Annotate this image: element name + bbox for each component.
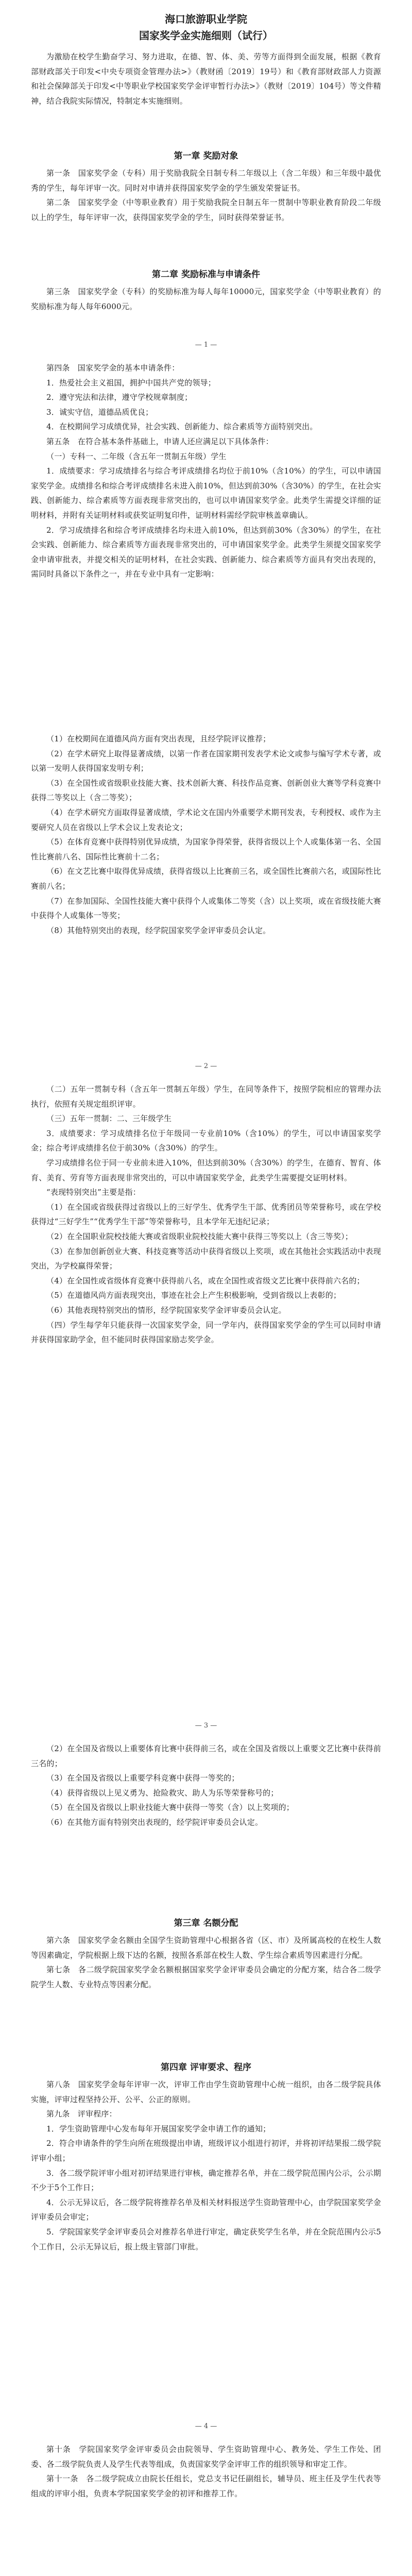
list-item: （4）在学术研究方面取得显著成绩，学术论文在国内外重要学术期刊发表，专利授权、或作为主要研究人员在省级以上学术会议上发表论文； xyxy=(31,807,381,832)
page-number: — 2 — xyxy=(195,1062,217,1070)
list-item: （5）在道德风尚方面表现突出，事迹在社会上产生积极影响，受到省级以上表彰的； xyxy=(46,1291,341,1300)
list-item: 3．成绩要求：学习成绩排名位于年级同一专业前10%（含10%）的学生，可以申请国家奖学金；综合考评成绩排名位于前30%（含30%）的学生。 xyxy=(31,1128,381,1153)
article: 第七条 各二级学院国家奖学金名额根据国家奖学金评审委员会确定的分配方案，结合各二级学院学生人数、专业特点等因素分配。 xyxy=(31,1965,381,1989)
list-item: 3．各二级学院评审小组对初评结果进行审核，确定推荐名单，并在二级学院范围内公示，公示期不少于5个工作日； xyxy=(31,2168,381,2193)
list-item: （2）在全国职业院校技能大赛或省级职业院校技能大赛中获得三等奖以上（含三等奖）； xyxy=(46,1231,353,1241)
list-item: （2）在学术研究上取得显著成绩，以第一作者在国家期刊发表学术论文或参与编写学术专著，或以第一发明人获得国家发明专利； xyxy=(31,749,381,773)
list-item: 1．学生资助管理中心发布每年开展国家奖学金申请工作的通知； xyxy=(46,2124,271,2133)
chapter-1-body xyxy=(31,166,381,225)
list-item: （一）专科一、二年级（含五年一贯制五年级）学生 xyxy=(46,451,227,461)
chapter-3-body xyxy=(31,1933,381,1992)
list-item: （5）在全国及省级以上职业技能大赛中获得一等奖（含）以上奖项的； xyxy=(46,1803,294,1812)
list-item: （三）五年一贯制：二、三年级学生 xyxy=(46,1114,172,1124)
article: 第十一条 各二级学院成立由院长任组长，党总支书记任副组长，辅导员、班主任及学生代表等组成的评审小组，负责本学院国家奖学金的初评和推荐工作。 xyxy=(31,2474,381,2498)
list-item: 3．诚实守信，道德品质优良； xyxy=(46,407,153,417)
chapter-2-body-a xyxy=(31,284,381,314)
chapter-2-title: 第二章 奖励标准与申请条件 xyxy=(152,269,260,280)
list-item: （二）五年一贯制专科（含五年一贯制五年级）学生，在同等条件下，按照学院相应的管理办法执行，依照有关规定组织评审。 xyxy=(31,1084,381,1109)
list-item: （6）在其他方面有特别突出表现的，经学院评审委员会认定。 xyxy=(46,1817,263,1827)
list-item: （5）在体育竞赛中获得特别优异成绩，为国家争得荣誉，获得省级以上个人或集体第一名、全国性比赛前八名、国际性比赛前十二名； xyxy=(31,837,381,861)
list-item: （4）获得省级以上见义勇为、抢险救灾、助人为乐等荣誉称号的； xyxy=(46,1788,279,1798)
chapter-1-title: 第一章 奖励对象 xyxy=(174,151,238,161)
list-item: （8）其他特别突出的表现，经学院国家奖学金评审委员会认定。 xyxy=(46,925,271,935)
doc-title-line2: 国家奖学金实施细则（试行） xyxy=(139,29,273,42)
chapter-2-body-d xyxy=(31,1082,381,1347)
chapter-4-body-b xyxy=(31,2442,381,2501)
chapter-2-body-e xyxy=(31,1741,381,1830)
page-number: — 4 — xyxy=(195,2422,217,2430)
chapter-4-title: 第四章 评审要求、程序 xyxy=(161,2062,251,2073)
list-item: （四）学生每学年只能获得一次国家奖学金，同一学年内，获得国家奖学金的学生可以同时申请并获得国家助学金，但不能同时获得国家励志奖学金。 xyxy=(31,1320,381,1345)
list-item: “表现特别突出”主要是指： xyxy=(46,1188,141,1197)
list-item: （6）在文艺比赛中取得优异成绩，获得省级以上比赛前三名，或全国性比赛前六名，或国际性比赛前八名； xyxy=(31,867,381,891)
intro-section xyxy=(31,49,381,108)
intro-paragraph: 为激励在校学生勤奋学习、努力进取，在德、智、体、美、劳等方面得到全面发展，根据《教育部财政部关于印发<中央专项资金管理办法>》（教财函〔2019〕19号）和《教育部财政部人力资源和社会保障部关于印发<中等职业学校国家奖学金评审暂行办法>》（教财〔2019〕104号）等文件精神，结合我院实际情况，特制定本实施细则。 xyxy=(31,52,381,106)
list-item: （1）在校期间在道德风尚方面有突出表现，且经学院评议推荐； xyxy=(46,734,271,743)
article: 第九条 评审程序： xyxy=(46,2109,117,2119)
article: 第一条 国家奖学金（专科）用于奖励我院全日制专科二年级以上（含二年级）和三年级中最优秀的学生，每年评审一次。同时对申请并获得国家奖学金的学生颁发荣誉证书。 xyxy=(31,168,381,193)
list-item: 1．成绩要求：学习成绩排名与综合考评成绩排名均位于前10%（含10%）的学生，可以申请国家奖学金。成绩排名和综合考评成绩排名未进入前10%，但达到前30%（含30%）的学生，在社会实践、创新能力、综合素质等方面表现非常突出的，也可以申请国家奖学金。此类学生需提交详细的证明材料，并附有关证明材料或获奖证明复印件，证明材料需经学院审核盖章确认。 xyxy=(31,466,381,520)
list-item: （4）在全国性或省级体育竞赛中获得前八名，或在全国性或省级文艺比赛中获得前六名的； xyxy=(46,1276,365,1285)
article: 第六条 国家奖学金名额由全国学生资助管理中心根据各省（区、市）及所属高校的在校生人数等因素确定，学院根据上级下达的名额，按照各系部在校生人数、学生综合素质等因素进行分配。 xyxy=(31,1936,381,1960)
page-number: — 3 — xyxy=(195,1722,217,1730)
list-item: （3）在全国及省级以上重要学科竞赛中获得一等奖的； xyxy=(46,1773,239,1783)
list-item: 5．学院国家奖学金评审委员会对推荐名单进行审定，确定获奖学生名单，并在全院范围内公示5个工作日，公示无异议后，报上级主管部门审批。 xyxy=(31,2227,381,2251)
article: 第三条 国家奖学金（专科）的奖励标准为每人每年10000元，国家奖学金（中等职业教育）的奖励标准为每人每年6000元。 xyxy=(31,287,381,311)
list-item: 学习成绩排名位于同一专业前未进入10%，但达到前30%（含30%）的学生，在德育、智育、体育、美育、劳育等方面表现非常突出的，可以申请国家奖学金，此类学生需要提交证明材料。 xyxy=(31,1158,381,1182)
list-item: 4．在校期间学习成绩优异，社会实践、创新能力、综合素质等方面特别突出。 xyxy=(46,422,318,432)
page-number: — 1 — xyxy=(195,341,217,349)
doc-title-line1: 海口旅游职业学院 xyxy=(165,13,247,25)
list-item: （3）在参加创新创业大赛、科技竞赛等活动中获得省级以上奖项，或在其他社会实践活动中表现突出，为学校赢得荣誉； xyxy=(31,1246,381,1271)
list-item: 2．符合申请条件的学生向所在班级提出申请，班级评议小组进行初评，并将初评结果报二级学院评审小组； xyxy=(31,2139,381,2163)
article: 第二条 国家奖学金（中等职业教育）用于奖励我院全日制五年一贯制中等职业教育阶段二年级以上的学生，每年评审一次，获得国家奖学金的学生，同时获得荣誉证书。 xyxy=(31,198,381,222)
list-item: （3）在全国性或省级职业技能大赛、技术创新大赛、科技作品竞赛、创新创业大赛等学科竞赛中获得二等奖以上（含二等奖）； xyxy=(31,778,381,803)
list-item: 2．遵守宪法和法律，遵守学校规章制度； xyxy=(46,393,193,402)
list-item: （1）在全国或省级获得过省级以上的三好学生、优秀学生干部、优秀团员等荣誉称号，或在学校获得过“三好学生”“优秀学生干部”等荣誉称号，且本学年无违纪记录； xyxy=(31,1202,381,1227)
article: 第八条 国家奖学金每年评审一次，评审工作由学生资助管理中心统一组织，由各二级学院具体实施，评审过程坚持公开、公平、公正的原则。 xyxy=(31,2080,381,2104)
article: 第十条 学院国家奖学金评审委员会由院领导、学生资助管理中心、教务处、学生工作处、团委、各二级学院负责人及学生代表等组成，负责国家奖学金评审工作的组织领导和审定工作。 xyxy=(31,2445,381,2469)
list-item: （7）在参加国际、全国性技能大赛中获得个人或集体二等奖（含）以上奖项，或在省级技能大赛中获得个人或集体一等奖； xyxy=(31,896,381,921)
list-item: 4．公示无异议后，各二级学院将推荐名单及相关材料报送学生资助管理中心，由学院国家奖学金评审委员会审定； xyxy=(31,2197,381,2222)
chapter-4-body xyxy=(31,2077,381,2254)
chapter-2-body-c xyxy=(31,732,381,938)
list-item: （6）其他表现特别突出的情形，经学院国家奖学金评审委员会认定。 xyxy=(46,1305,286,1315)
article: 第五条 在符合基本条件基础上，申请人还应满足以下具体条件： xyxy=(46,436,273,446)
chapter-3-title: 第三章 名额分配 xyxy=(174,1918,238,1928)
article: 第四条 国家奖学金的基本申请条件： xyxy=(46,363,180,372)
list-item: （2）在全国及省级以上重要体育比赛中获得前三名，或在全国及省级以上重要文艺比赛中获得前三名的； xyxy=(31,1744,381,1768)
list-item: 2．学习成绩排名和综合考评成绩排名均未进入前10%，但达到前30%（含30%）的学生，在社会实践、创新能力、综合素质等方面表现非常突出的，可申请国家奖学金。此类学生须提交国家奖学金申请审批表，并提交相关的证明材料，在社会实践、创新能力、综合素质等方面具有突出表现的，需同时具备以下条件之一，并在专业中具有一定影响： xyxy=(31,525,381,579)
chapter-2-body-b xyxy=(31,361,381,582)
list-item: 1．热爱社会主义祖国，拥护中国共产党的领导； xyxy=(46,378,216,387)
